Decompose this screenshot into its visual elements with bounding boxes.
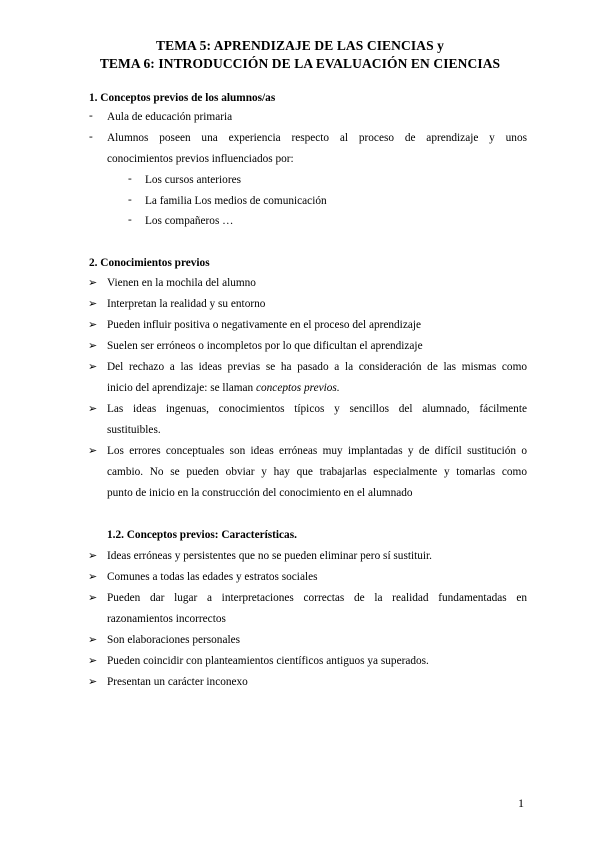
list-item: Las ideas ingenuas, conocimientos típicos y sencillos del alumnado, fácilmente [107,403,527,415]
list-item: Pueden coincidir con planteamientos científicos antiguos ya superados. [107,655,429,667]
title-line-2: TEMA 6: INTRODUCCIÓN DE LA EVALUACIÓN EN CIENCIAS [99,56,501,71]
list-item: Interpretan la realidad y su entorno [107,298,266,310]
arrow-bullet-icon: ➢ [88,319,98,331]
list-item-continuation: razonamientos incorrectos [107,613,226,625]
list-item: Son elaboraciones personales [107,634,241,646]
list-item-continuation: cambio. No se pueden obviar y hay que trabajarlas especialmente y tomarlas como [107,466,527,478]
title-line-1: TEMA 5: APRENDIZAJE DE LAS CIENCIAS y [156,38,444,53]
sub-list-item: Los compañeros … [145,215,234,227]
list-item: Pueden influir positiva o negativamente en el proceso del aprendizaje [107,319,422,331]
list-item: Suelen ser erróneos o incompletos por lo que dificultan el aprendizaje [107,340,423,352]
dash-bullet: - [128,194,132,206]
dash-bullet: - [89,131,93,143]
arrow-bullet-icon: ➢ [88,571,98,583]
section-2-heading: 2. Conocimientos previos [89,257,210,269]
list-item: Presentan un carácter inconexo [107,676,248,688]
page-number: 1 [518,796,524,810]
list-item-continuation: conocimientos previos influenciados por: [107,153,294,165]
arrow-bullet-icon: ➢ [88,277,98,289]
list-item: Pueden dar lugar a interpretaciones correctas de la realidad fundamentadas en [107,592,527,604]
arrow-bullet-icon: ➢ [88,298,98,310]
list-item: Del rechazo a las ideas previas se ha pasado a la consideración de las mismas como [107,361,527,373]
list-item: Alumnos poseen una experiencia respecto al proceso de aprendizaje y unos [107,132,527,144]
arrow-bullet-icon: ➢ [88,676,98,688]
arrow-bullet-icon: ➢ [88,592,98,604]
arrow-bullet-icon: ➢ [88,655,98,667]
list-item: Aula de educación primaria [107,111,233,123]
list-item: Vienen en la mochila del alumno [107,277,256,289]
dash-bullet: - [128,214,132,226]
list-item: Comunes a todas las edades y estratos sociales [107,571,318,583]
arrow-bullet-icon: ➢ [88,634,98,646]
list-item-text: inicio del aprendizaje: se llaman [107,382,254,394]
dash-bullet: - [128,173,132,185]
list-item-continuation: punto de inicio en la construcción del conocimiento en el alumnado [107,487,413,499]
list-item: Los errores conceptuales son ideas erróneas muy implantadas y de difícil sustitución o [107,445,527,457]
sub-list-item: La familia Los medios de comunicación [145,195,327,207]
arrow-bullet-icon: ➢ [88,445,98,457]
list-item-continuation: sustituibles. [107,424,161,436]
dash-bullet: - [89,110,93,122]
sub-list-item: Los cursos anteriores [145,174,241,186]
arrow-bullet-icon: ➢ [88,340,98,352]
italic-term: conceptos previos. [256,382,340,394]
arrow-bullet-icon: ➢ [88,550,98,562]
list-item-continuation [107,381,527,395]
section-1-heading: 1. Conceptos previos de los alumnos/as [89,92,276,104]
list-item: Ideas erróneas y persistentes que no se pueden eliminar pero sí sustituir. [107,550,433,562]
arrow-bullet-icon: ➢ [88,361,98,373]
section-3-heading: 1.2. Conceptos previos: Características. [107,529,297,541]
arrow-bullet-icon: ➢ [88,403,98,415]
